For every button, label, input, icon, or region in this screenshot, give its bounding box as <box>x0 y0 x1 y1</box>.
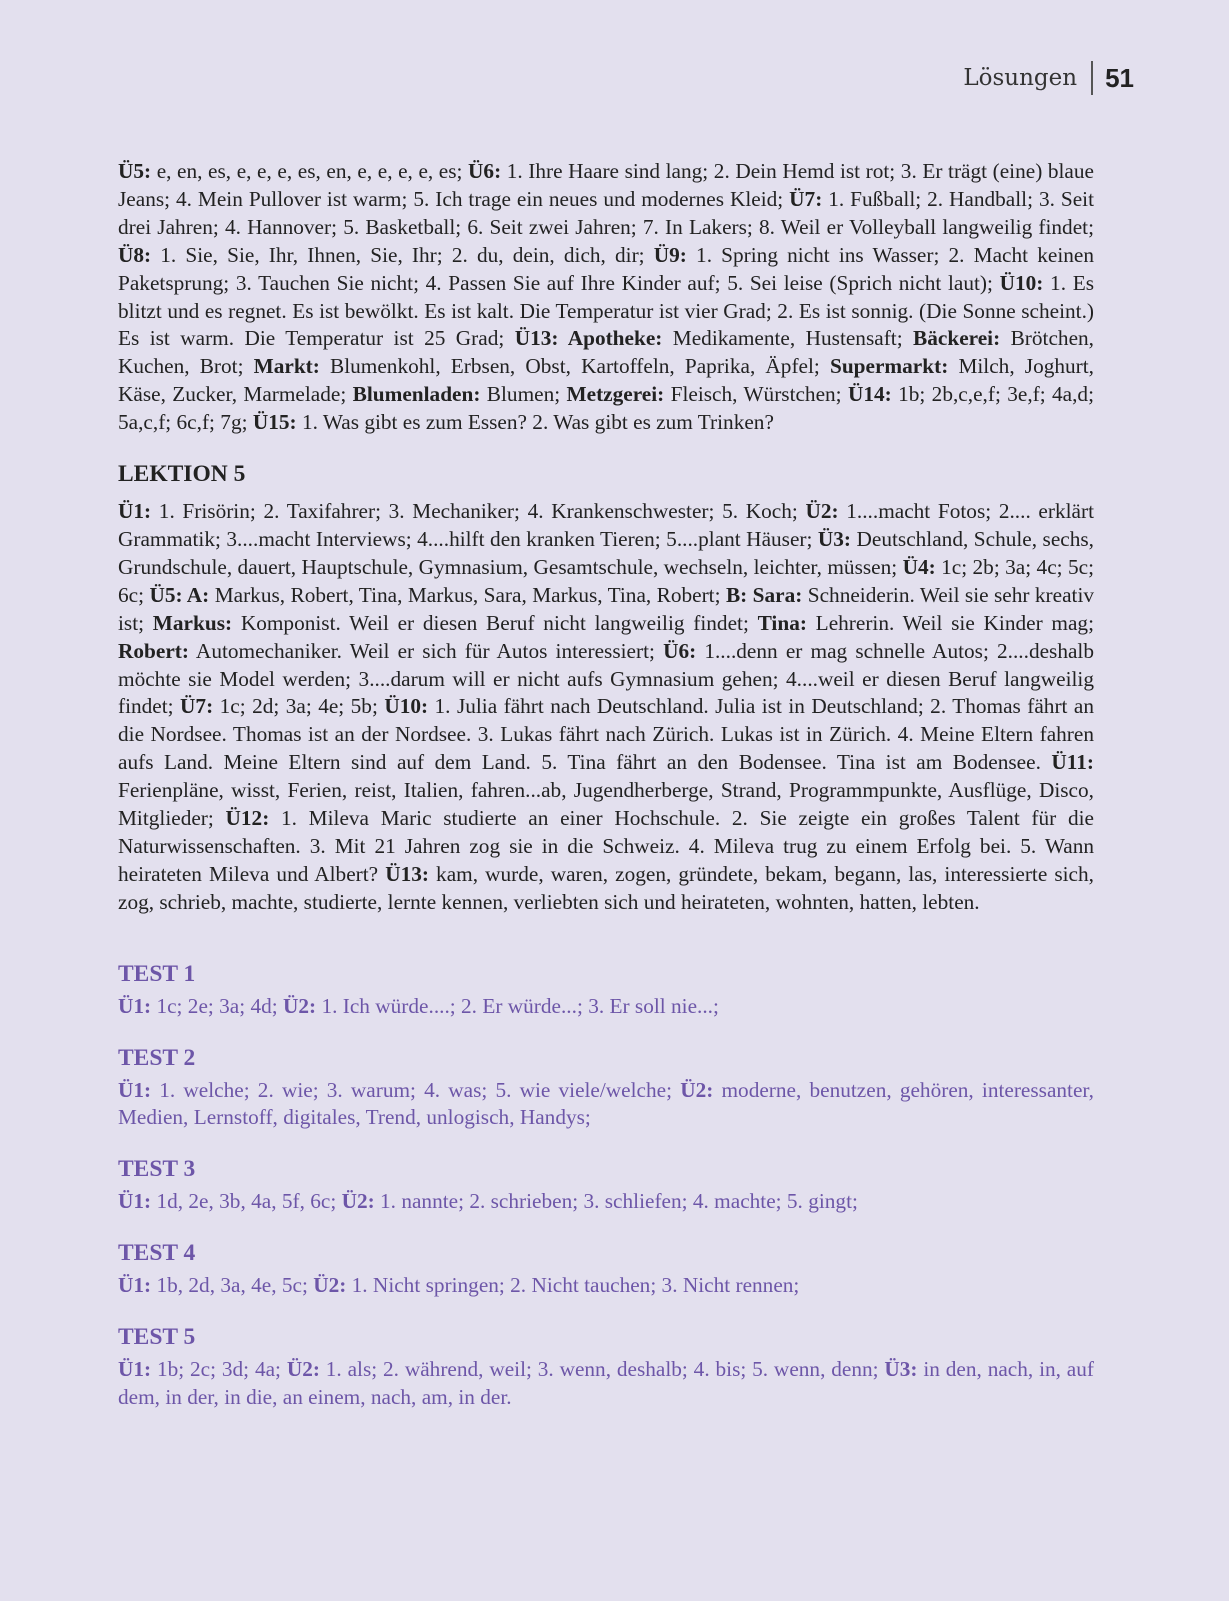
exercise-label: Ü2: <box>805 499 839 524</box>
answer-text: kam, wurde, waren, zogen, gründete, bekam, begann, las, interessierte sich, zog, schrieb, machte, studierte, lernte kennen, verliebten sich und heirateten, wohnten, hatten, lebten. <box>118 861 1094 914</box>
exercise-label: Ü1: <box>118 1273 152 1298</box>
answer-text: 1. Ihre Haare sind lang; 2. Dein Hemd ist rot; 3. Er trägt (eine) blaue Jeans; 4. Mein Pullover ist warm; 5. Ich trage ein neues und modernes Kleid; <box>118 159 1094 211</box>
test-block <box>118 1322 1094 1412</box>
exercise-label: Ü1: <box>118 1077 152 1102</box>
answer-text: 1. nannte; 2. schrieben; 3. schliefen; 4. machte; 5. gingt; <box>374 1189 858 1214</box>
exercise-label: Ü8: <box>118 242 152 267</box>
answer-text: 1c; 2e; 3a; 4d; <box>151 993 284 1018</box>
answer-text: 1b, 2d, 3a, 4e, 5c; <box>151 1273 314 1298</box>
answer-text: 1. Spring nicht ins Wasser; 2. Macht keinen Paketsprung; 3. Tauchen Sie nicht; 4. Passen Sie auf Ihre Kinder auf; 5. Sei leise (Sprich nicht laut); <box>118 242 1094 295</box>
answer-text: Komponist. Weil er diesen Beruf nicht langweilig findet; <box>232 610 758 635</box>
answer-text: 1b; 2c; 3d; 4a; <box>151 1357 287 1382</box>
answer-text: 1. welche; 2. wie; 3. warum; 4. was; 5. wie viele/welche; <box>151 1077 681 1102</box>
test-answers <box>118 1077 1094 1133</box>
exercise-label: Ü10: <box>999 270 1044 295</box>
answer-text: 1....denn er mag schnelle Autos; 2....deshalb möchte sie Model werden; 3....darum will er nicht aufs Gymnasium gehen; 4....weil er diesen Beruf langweilig findet; <box>118 638 1095 719</box>
main-content <box>118 158 1094 1412</box>
answer-text: moderne, benutzen, gehören, interessanter, Medien, Lernstoff, digitales, Trend, unlogisch, Handys; <box>118 1077 1094 1130</box>
answer-text: 1d, 2e, 3b, 4a, 5f, 6c; <box>151 1189 342 1214</box>
answer-text: Medikamente, Hustensaft; <box>662 326 914 351</box>
answer-text: 1. Es blitzt und es regnet. Es ist bewölkt. Es ist kalt. Die Temperatur ist vier Grad; 2. Es ist sonnig. (Die Sonne scheint.) Es ist warm. Die Temperatur ist 25 Grad; <box>118 270 1094 351</box>
answer-text: 1....macht Fotos; 2.... erklärt Grammatik; 3....macht Interviews; 4....hilft den kranken Tieren; 5....plant Häuser; <box>118 499 1094 551</box>
page-header <box>963 60 1134 96</box>
answer-text: 1. Ich würde....; 2. Er würde...; 3. Er soll nie...; <box>316 993 719 1018</box>
answer-text: 1b; 2b,c,e,f; 3e,f; 4a,d; 5a,c,f; 6c,f; 7g; <box>118 382 1094 435</box>
answer-text: in den, nach, in, auf dem, in der, in die, an einem, nach, am, in der. <box>118 1357 1095 1410</box>
answer-text: Milch, Joghurt, Käse, Zucker, Marmelade; <box>118 354 1095 407</box>
exercise-label: Ü7: <box>180 694 214 719</box>
exercise-label: Ü9: <box>653 242 687 267</box>
answer-text: Markus, Robert, Tina, Markus, Sara, Markus, Tina, Robert; <box>209 582 726 607</box>
exercise-label: Markus: <box>152 610 233 635</box>
exercise-label: Markt: <box>253 354 320 379</box>
test-answers <box>118 1356 1094 1412</box>
answer-text: 1. Nicht springen; 2. Nicht tauchen; 3. Nicht rennen; <box>346 1273 800 1298</box>
exercise-label: Ü3: <box>817 526 852 551</box>
test-title: TEST 3 <box>118 1156 196 1183</box>
exercise-label: Ü7: <box>789 186 823 211</box>
exercise-label: Ü6: <box>468 159 502 183</box>
test-title: TEST 1 <box>118 960 196 987</box>
test-answers <box>118 1272 1094 1300</box>
exercise-label: Ü15: <box>252 410 297 435</box>
section-title: Lösungen <box>963 61 1093 95</box>
exercise-label: Ü13: <box>385 861 429 886</box>
exercise-label: Ü5: A: <box>149 582 210 607</box>
exercise-label: Tina: <box>757 610 807 635</box>
answer-text: 1. Mileva Maric studierte an einer Hochschule. 2. Sie zeigte ein großes Talent für die Naturwissenschaften. 3. Mit 21 Jahren zog sie in die Schweiz. 4. Mileva trug zu einem Erfolg bei. 5. Wann heirateten Mileva und Albert? <box>118 806 1094 886</box>
exercise-label: Ü12: <box>225 806 270 831</box>
exercise-label: Ü2: <box>283 993 317 1018</box>
answers-paragraph-lektion-4 <box>118 158 1094 437</box>
exercise-label: B: Sara: <box>725 582 803 607</box>
exercise-label: Blumenladen: <box>352 382 481 407</box>
answer-text: Blumen; <box>480 382 567 407</box>
answer-text: Lehrerin. Weil sie Kinder mag; <box>806 610 1094 635</box>
test-title: TEST 2 <box>118 1044 196 1071</box>
exercise-label: Ü14: <box>847 382 892 407</box>
exercise-label: Robert: <box>118 638 189 663</box>
answer-text: 1. Frisörin; 2. Taxifahrer; 3. Mechaniker; 4. Krankenschwester; 5. Koch; <box>151 499 806 524</box>
answer-text: Brötchen, Kuchen, Brot; <box>118 326 1094 379</box>
answer-text: Schneiderin. Weil sie sehr kreativ ist; <box>118 582 1095 635</box>
exercise-label: Ü2: <box>341 1189 375 1214</box>
exercise-label: Bäckerei: <box>913 326 1001 351</box>
exercise-label: Ü5: <box>118 159 152 183</box>
exercise-label: Ü1: <box>118 1189 152 1214</box>
answer-text: Fleisch, Würstchen; <box>664 382 848 407</box>
test-answers <box>118 993 1094 1021</box>
test-block <box>118 1238 1094 1300</box>
answer-text: 1c; 2d; 3a; 4e; 5b; <box>213 694 385 719</box>
exercise-label: Ü1: <box>118 993 152 1018</box>
answer-text: 1. Fußball; 2. Handball; 3. Seit drei Jahren; 4. Hannover; 5. Basketball; 6. Seit zwei Jahren; 7. In Lakers; 8. Weil er Volleyball langweilig findet; <box>118 186 1095 239</box>
exercise-label: Ü2: <box>286 1357 320 1382</box>
exercise-label: Ü1: <box>118 499 152 524</box>
exercise-label: Ü13: Apotheke: <box>514 326 663 351</box>
answer-text: Blumenkohl, Erbsen, Obst, Kartoffeln, Paprika, Äpfel; <box>319 354 830 379</box>
answer-text: e, en, es, e, e, e, es, en, e, e, e, e, es; <box>151 159 469 183</box>
exercise-label: Ü4: <box>902 554 936 579</box>
answer-text: Automechaniker. Weil er sich für Autos interessiert; <box>188 638 664 663</box>
exercise-label: Ü10: <box>384 694 429 719</box>
test-title: TEST 5 <box>118 1324 196 1351</box>
test-block <box>118 1043 1094 1133</box>
tests-section <box>118 959 1094 1412</box>
answer-text: 1. Sie, Sie, Ihr, Ihnen, Sie, Ihr; 2. du, dein, dich, dir; <box>151 242 654 267</box>
page-number: 51 <box>1105 62 1134 93</box>
exercise-label: Ü11: <box>1051 750 1094 775</box>
exercise-label: Supermarkt: <box>829 354 949 379</box>
exercise-label: Ü3: <box>884 1357 918 1382</box>
answers-paragraph-lektion-5 <box>118 498 1094 917</box>
answer-text: 1c; 2b; 3a; 4c; 5c; 6c; <box>118 554 1094 607</box>
answer-text: Ferienpläne, wisst, Ferien, reist, Italien, fahren...ab, Jugendherberge, Strand, Programmpunkte, Ausflüge, Disco, Mitglieder; <box>118 778 1094 831</box>
answer-text: 1. Was gibt es zum Essen? 2. Was gibt es zum Trinken? <box>296 410 774 435</box>
test-block <box>118 1154 1094 1216</box>
exercise-label: Ü2: <box>313 1273 347 1298</box>
exercise-label: Ü2: <box>680 1077 714 1102</box>
answer-text: 1. Julia fährt nach Deutschland. Julia ist in Deutschland; 2. Thomas fährt an die Nordsee. Thomas ist an der Nordsee. 3. Lukas fährt nach Zürich. Lukas ist in Zürich. 4. Meine Eltern fahren aufs Land. Meine Eltern sind auf dem Land. 5. Tina fährt an den Bodensee. Tina ist am Bodensee. <box>118 694 1095 775</box>
test-block <box>118 959 1094 1021</box>
exercise-label: Ü1: <box>118 1357 152 1382</box>
answer-text: 1. als; 2. während, weil; 3. wenn, deshalb; 4. bis; 5. wenn, denn; <box>319 1357 885 1382</box>
exercise-label: Metzgerei: <box>566 382 665 407</box>
test-answers <box>118 1188 1094 1216</box>
test-title: TEST 4 <box>118 1240 196 1267</box>
answer-text: Deutschland, Schule, sechs, Grundschule, dauert, Hauptschule, Gymnasium, Gesamtschule, wechseln, leichter, müssen; <box>118 526 1094 579</box>
exercise-label: Ü6: <box>663 638 697 663</box>
lesson-title: LEKTION 5 <box>118 461 246 488</box>
